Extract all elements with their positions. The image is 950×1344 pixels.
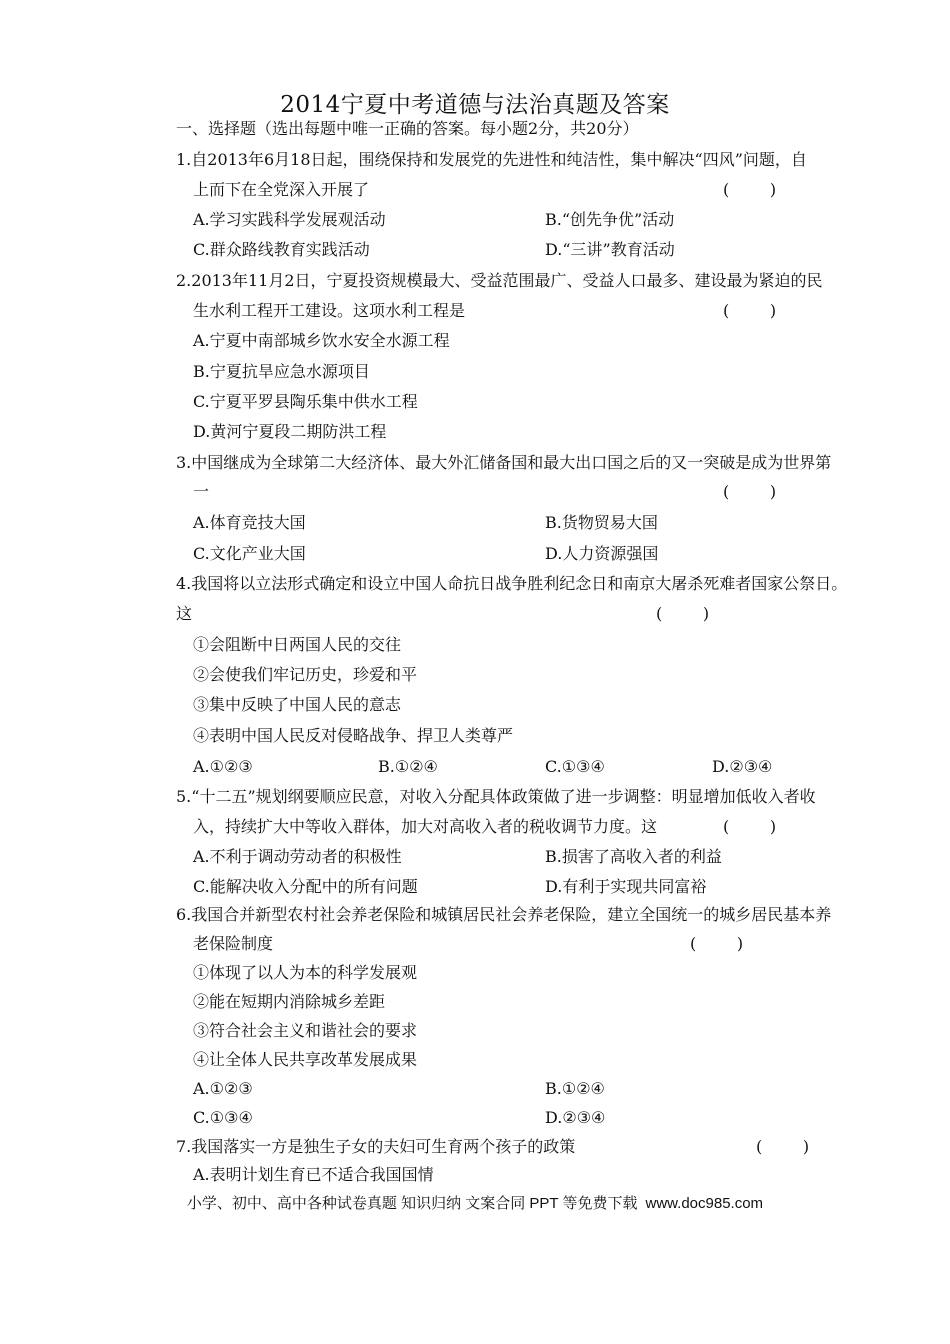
option-c: C.文化产业大国: [193, 544, 306, 563]
option-b: B.货物贸易大国: [545, 513, 658, 532]
option-d: D.②③④: [545, 1108, 606, 1127]
option-d: D.黄河宁夏段二期防洪工程: [193, 422, 387, 441]
question-stem-line: 4.我国将以立法形式确定和设立中国人命抗日战争胜利纪念日和南京大屠杀死难者国家公祭日。: [176, 574, 848, 593]
question-stem-line: 1.自2013年6月18日起，围绕保持和发展党的先进性和纯洁性，集中解决“四风”问题，自: [176, 150, 807, 169]
option-d: D.人力资源强国: [545, 544, 659, 563]
answer-blank: ( ): [723, 817, 777, 836]
question-stem-line: 7.我国落实一方是独生子女的夫妇可生育两个孩子的政策: [176, 1137, 576, 1156]
option-b: B.①②④: [545, 1079, 605, 1098]
option-c: C.能解决收入分配中的所有问题: [193, 877, 418, 896]
option-c: C.群众路线教育实践活动: [193, 240, 370, 259]
footer-link[interactable]: www.doc985.com: [645, 1195, 764, 1212]
question-stem-line: 6.我国合并新型农村社会养老保险和城镇居民社会养老保险，建立全国统一的城乡居民基本养: [176, 905, 832, 924]
question-stem-line: 上而下在全党深入开展了: [193, 180, 370, 199]
question-stem-line: 这: [176, 604, 193, 623]
option-b: B.宁夏抗旱应急水源项目: [193, 362, 370, 381]
question-stem-line: 一: [193, 482, 210, 501]
question-stem-line: 3.中国继成为全球第二大经济体、最大外汇储备国和最大出口国之后的又一突破是成为世界第: [176, 453, 832, 472]
option-a: A.①②③: [193, 757, 253, 776]
answer-blank: ( ): [723, 180, 777, 199]
answer-blank: ( ): [690, 934, 744, 953]
option-a: A.学习实践科学发展观活动: [193, 210, 386, 229]
footer-text: 小学、初中、高中各种试卷真题 知识归纳 文案合同 PPT 等免费下载: [186, 1195, 638, 1212]
answer-blank: ( ): [723, 482, 777, 501]
option-a: A.①②③: [193, 1079, 253, 1098]
page-title: 2014宁夏中考道德与法治真题及答案: [280, 92, 670, 118]
statement: ①会阻断中日两国人民的交往: [193, 635, 402, 654]
question-stem-line: 5.“十二五”规划纲要顺应民意，对收入分配具体政策做了进一步调整：明显增加低收入者收: [176, 787, 816, 806]
footer: [0, 1192, 950, 1213]
option-b: B.“创先争优”活动: [545, 210, 675, 229]
question-stem-line: 入，持续扩大中等收入群体，加大对高收入者的税收调节力度。这: [193, 817, 658, 836]
option-b: B.①②④: [378, 757, 438, 776]
option-a: A.体育竞技大国: [193, 513, 306, 532]
statement: ②能在短期内消除城乡差距: [193, 992, 386, 1011]
answer-blank: ( ): [656, 604, 710, 623]
statement: ④表明中国人民反对侵略战争、捍卫人类尊严: [193, 726, 514, 745]
option-a: A.宁夏中南部城乡饮水安全水源工程: [193, 331, 450, 350]
question-stem-line: 2.2013年11月2日，宁夏投资规模最大、受益范围最广、受益人口最多、建设最为紧迫的民: [176, 271, 823, 290]
option-d: D.②③④: [712, 757, 773, 776]
option-c: C.①③④: [545, 757, 605, 776]
statement: ②会使我们牢记历史，珍爱和平: [193, 665, 418, 684]
option-a: A.不利于调动劳动者的积极性: [193, 847, 402, 866]
statement: ④让全体人民共享改革发展成果: [193, 1050, 418, 1069]
question-stem-line: 生水利工程开工建设。这项水利工程是: [193, 301, 466, 320]
statement: ③集中反映了中国人民的意志: [193, 695, 402, 714]
statement: ①体现了以人为本的科学发展观: [193, 963, 418, 982]
option-a: A.表明计划生育已不适合我国国情: [193, 1165, 434, 1184]
option-d: D.有利于实现共同富裕: [545, 877, 707, 896]
option-d: D.“三讲”教育活动: [545, 240, 675, 259]
option-c: C.宁夏平罗县陶乐集中供水工程: [193, 392, 418, 411]
section-heading: 一、选择题（选出每题中唯一正确的答案。每小题2分，共20分）: [176, 119, 639, 138]
answer-blank: ( ): [723, 301, 777, 320]
answer-blank: ( ): [756, 1137, 810, 1156]
statement: ③符合社会主义和谐社会的要求: [193, 1021, 418, 1040]
question-stem-line: 老保险制度: [193, 934, 274, 953]
option-c: C.①③④: [193, 1108, 253, 1127]
option-b: B.损害了高收入者的利益: [545, 847, 722, 866]
